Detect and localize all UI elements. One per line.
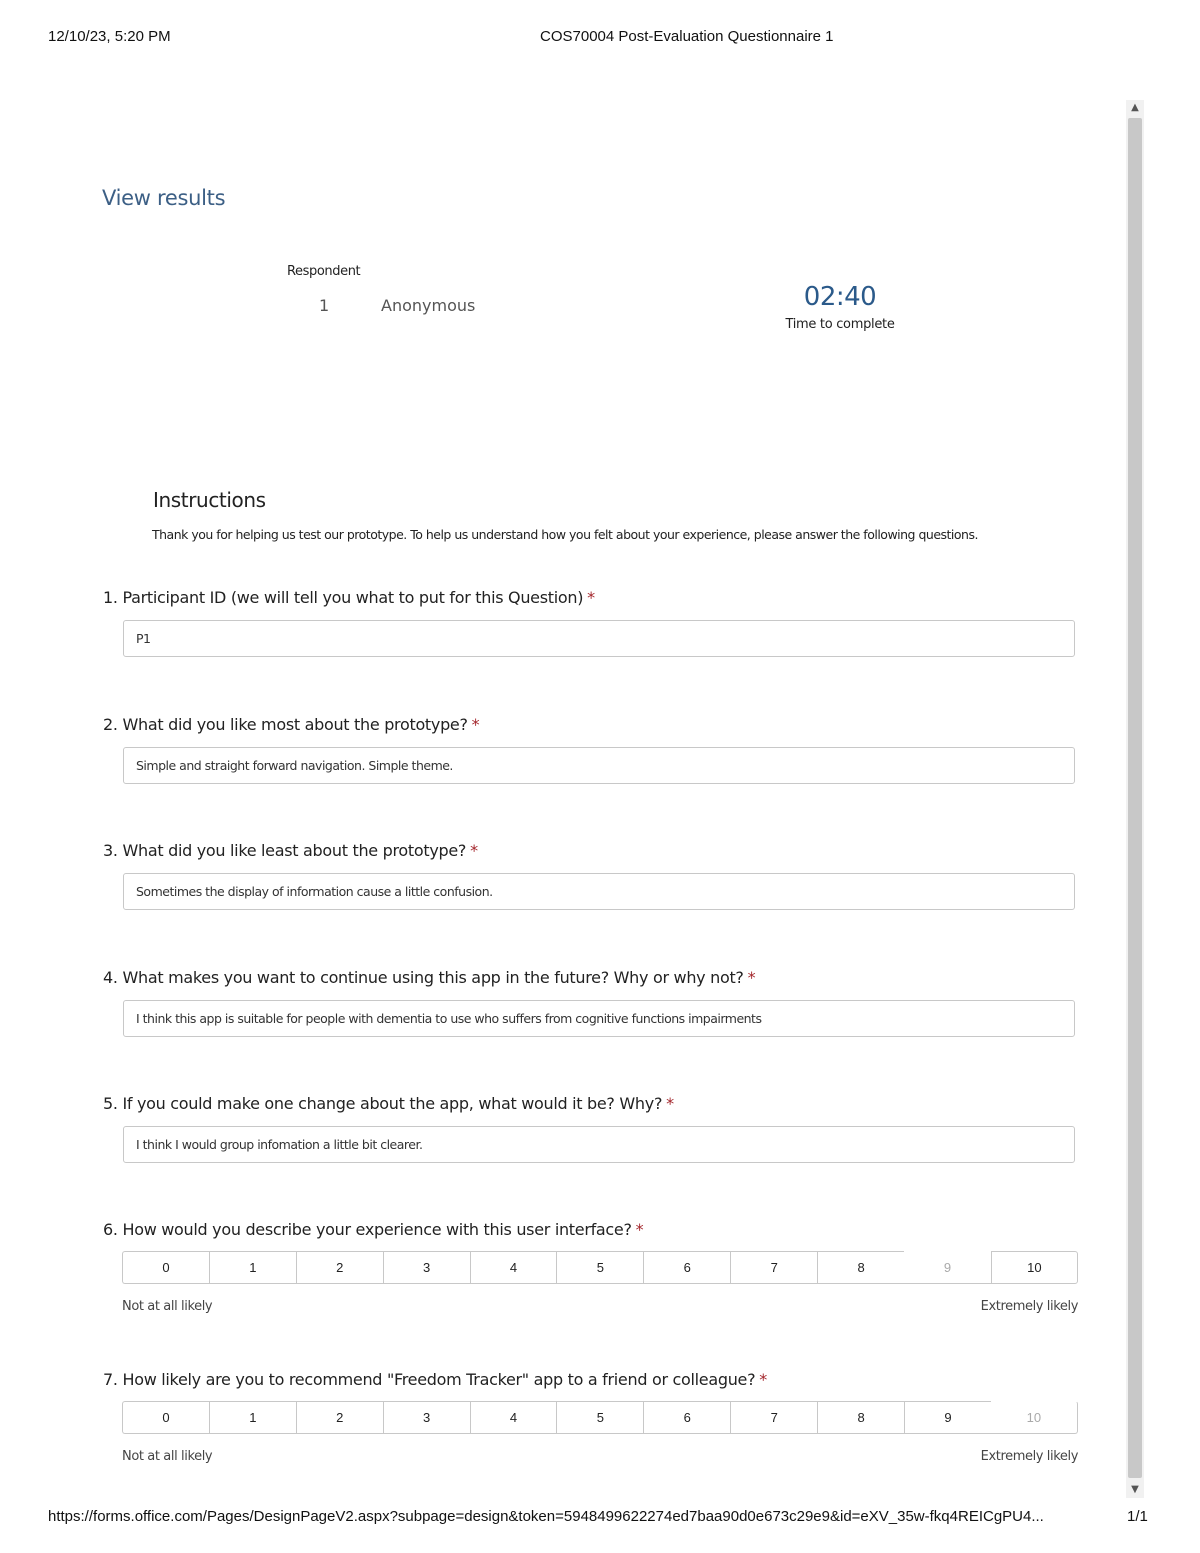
question-title: [103, 968, 1083, 992]
question-text: Participant ID (we will tell you what to put for this Question): [122, 588, 584, 607]
scale-low-label: Not at all likely: [122, 1449, 213, 1464]
question-title: [103, 588, 1083, 612]
scale-option-7[interactable]: 7: [730, 1401, 817, 1434]
respondent-label: Respondent: [287, 264, 361, 279]
question-6: [103, 1220, 1083, 1330]
question-text: How likely are you to recommend "Freedom Tracker" app to a friend or colleague?: [122, 1370, 756, 1389]
scale-high-label: Extremely likely: [980, 1449, 1078, 1464]
answer-field[interactable]: Simple and straight forward navigation. Simple theme.: [123, 747, 1075, 784]
question-title: [103, 715, 1083, 739]
question-4: [103, 968, 1083, 1026]
question-5: [103, 1094, 1083, 1152]
scale-option-3[interactable]: 3: [383, 1401, 470, 1434]
print-page-number: 1/1: [1127, 1508, 1148, 1525]
required-asterisk: *: [666, 1094, 674, 1113]
scale-option-4[interactable]: 4: [470, 1251, 557, 1284]
question-title: [103, 841, 1083, 865]
scale-option-0[interactable]: 0: [122, 1251, 209, 1284]
required-asterisk: *: [635, 1220, 644, 1239]
scale-option-10[interactable]: 10: [991, 1401, 1078, 1434]
question-number: 3.: [103, 841, 118, 860]
scale-option-0[interactable]: 0: [122, 1401, 209, 1434]
scale-option-7[interactable]: 7: [730, 1251, 817, 1284]
question-number: 7.: [103, 1370, 118, 1389]
question-number: 4.: [103, 968, 118, 987]
time-to-complete-value: 02:40: [803, 282, 877, 312]
instructions-title: Instructions: [153, 488, 266, 512]
scale-option-4[interactable]: 4: [470, 1401, 557, 1434]
question-number: 6.: [103, 1220, 118, 1239]
vertical-scrollbar[interactable]: [1126, 100, 1144, 1498]
scale-option-1[interactable]: 1: [209, 1401, 296, 1434]
scale-option-1[interactable]: 1: [209, 1251, 296, 1284]
scale-option-3[interactable]: 3: [383, 1251, 470, 1284]
question-text: What did you like least about the prototype?: [122, 841, 467, 860]
scale-option-5[interactable]: 5: [556, 1251, 643, 1284]
question-title: [103, 1220, 1083, 1244]
question-7: [103, 1370, 1083, 1480]
required-asterisk: *: [747, 968, 756, 987]
respondent-number: 1: [319, 296, 330, 315]
rating-scale: [122, 1401, 1078, 1434]
question-title: [103, 1094, 1083, 1118]
answer-field[interactable]: I think this app is suitable for people with dementia to use who suffers from cognitive functions impairments: [123, 1000, 1075, 1037]
scale-option-2[interactable]: 2: [296, 1251, 383, 1284]
question-text: What makes you want to continue using this app in the future? Why or why not?: [122, 968, 744, 987]
required-asterisk: *: [759, 1370, 767, 1389]
scale-low-label: Not at all likely: [122, 1299, 213, 1314]
view-results-link[interactable]: View results: [102, 186, 226, 210]
scroll-thumb[interactable]: [1128, 118, 1142, 1478]
question-title: [103, 1370, 1083, 1394]
answer-field[interactable]: P1: [123, 620, 1075, 657]
question-text: How would you describe your experience with this user interface?: [122, 1220, 632, 1239]
print-date: 12/10/23, 5:20 PM: [48, 28, 171, 45]
question-2: [103, 715, 1083, 773]
scale-option-6[interactable]: 6: [643, 1251, 730, 1284]
print-footer: [0, 1508, 1200, 1528]
question-3: [103, 841, 1083, 899]
rating-scale: [122, 1251, 1078, 1284]
scale-high-label: Extremely likely: [980, 1299, 1078, 1314]
answer-field[interactable]: I think I would group infomation a little bit clearer.: [123, 1126, 1075, 1163]
scroll-down-arrow-icon[interactable]: ▼: [1131, 1484, 1139, 1495]
question-number: 2.: [103, 715, 118, 734]
question-number: 5.: [103, 1094, 118, 1113]
time-to-complete-label: Time to complete: [785, 317, 895, 332]
instructions-text: Thank you for helping us test our prototype. To help us understand how you felt about your experience, please answer the following questions.: [152, 527, 978, 542]
scale-option-10[interactable]: 10: [991, 1251, 1078, 1284]
question-text: If you could make one change about the app, what would it be? Why?: [122, 1094, 663, 1113]
question-1: [103, 588, 1083, 646]
print-url: https://forms.office.com/Pages/DesignPageV2.aspx?subpage=design&token=5948499622274ed7baa90d0e673c29e9&id=eXV_35w-fkq4REICgPU4...: [48, 1508, 1044, 1525]
question-text: What did you like most about the prototype?: [122, 715, 468, 734]
print-header: [0, 28, 1200, 48]
answer-field[interactable]: Sometimes the display of information cause a little confusion.: [123, 873, 1075, 910]
scale-option-9[interactable]: 9: [904, 1251, 991, 1284]
required-asterisk: *: [470, 841, 478, 860]
scale-option-8[interactable]: 8: [817, 1401, 904, 1434]
print-title: COS70004 Post-Evaluation Questionnaire 1: [540, 28, 834, 45]
scale-option-6[interactable]: 6: [643, 1401, 730, 1434]
scale-option-2[interactable]: 2: [296, 1401, 383, 1434]
respondent-name: Anonymous: [381, 296, 476, 315]
question-number: 1.: [103, 588, 118, 607]
scale-option-9[interactable]: 9: [904, 1401, 991, 1434]
required-asterisk: *: [471, 715, 480, 734]
required-asterisk: *: [587, 588, 595, 607]
scroll-up-arrow-icon[interactable]: ▲: [1131, 102, 1139, 113]
scale-option-8[interactable]: 8: [817, 1251, 904, 1284]
scale-option-5[interactable]: 5: [556, 1401, 643, 1434]
